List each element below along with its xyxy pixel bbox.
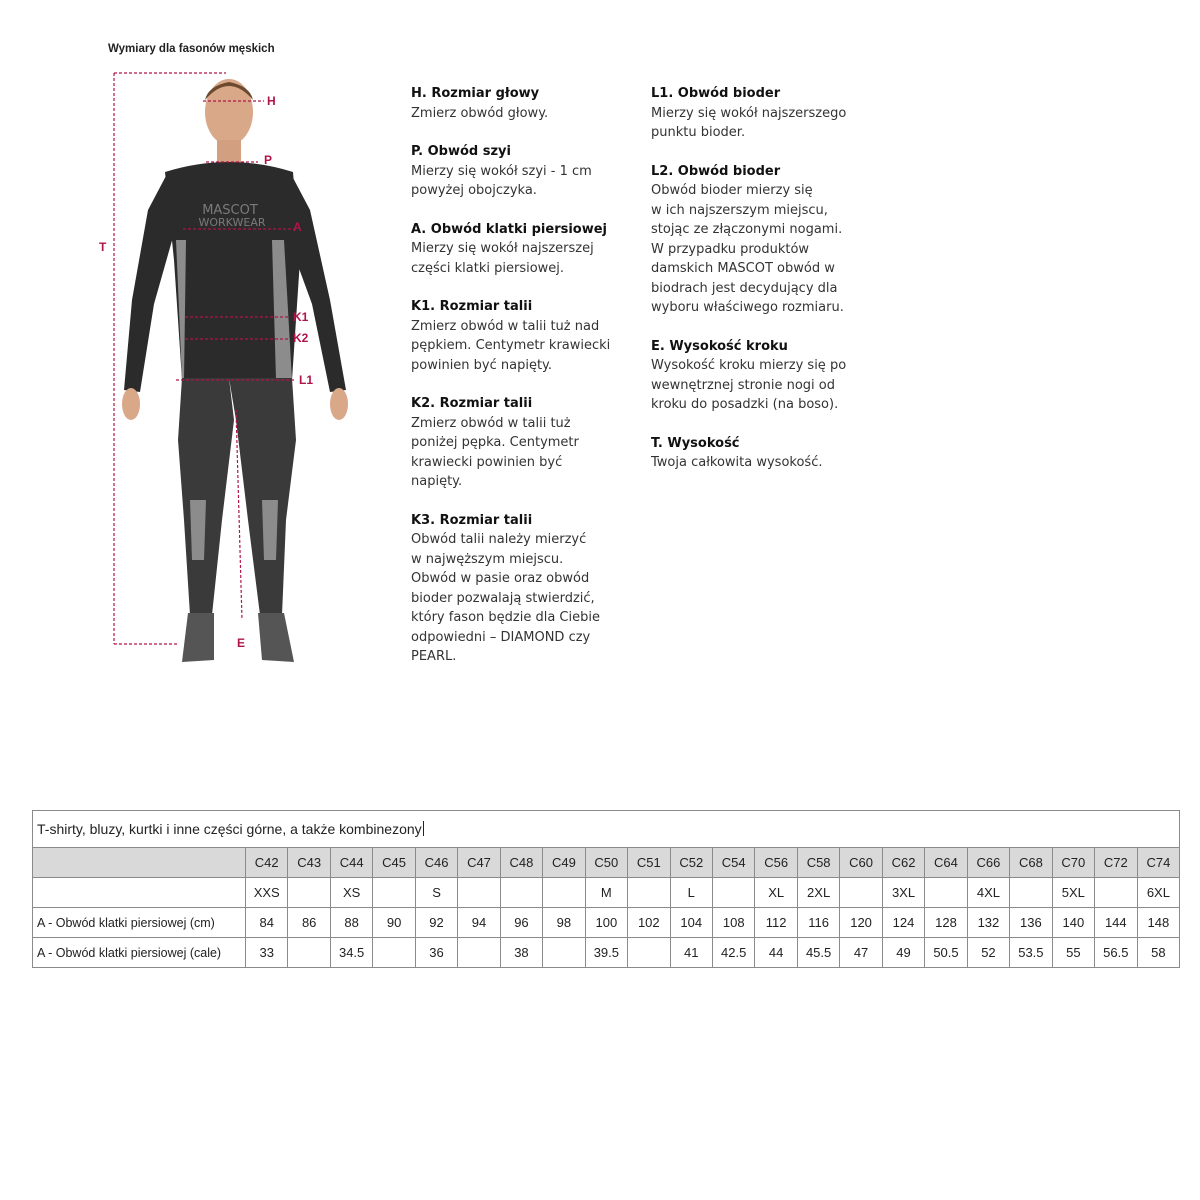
- size-code-cell: C46: [415, 848, 457, 878]
- value-cell: 124: [882, 908, 924, 938]
- value-cell: 96: [500, 908, 542, 938]
- measurement-description: Mierzy się wokół szyi - 1 cm powyżej obojczyka.: [411, 163, 592, 198]
- size-code-cell: C60: [840, 848, 882, 878]
- value-cell: 136: [1010, 908, 1052, 938]
- measurement-description: Obwód talii należy mierzyć w najwęższym miejscu. Obwód w pasie oraz obwód bioder pozwalają stwierdzić, który fason będzie dla Ciebie odpowiedni – DIAMOND czy PEARL.: [411, 532, 600, 664]
- letter-size-cell: [1010, 878, 1052, 908]
- measurement-entry: [651, 434, 871, 473]
- measurement-entry: [411, 394, 621, 492]
- value-cell: 90: [373, 908, 415, 938]
- size-code-cell: C68: [1010, 848, 1052, 878]
- value-cell: 36: [415, 938, 457, 968]
- measurement-description: Zmierz obwód w talii tuż nad pępkiem. Centymetr krawiecki powinien być napięty.: [411, 318, 611, 373]
- letter-size-cell: L: [670, 878, 712, 908]
- letter-size-cell: XS: [330, 878, 372, 908]
- measurement-title: K2. Rozmiar talii: [411, 396, 533, 411]
- size-code-cell: C43: [288, 848, 330, 878]
- size-code-row: [33, 848, 1180, 878]
- letter-size-cell: XL: [755, 878, 797, 908]
- size-table-title-row: [33, 811, 1180, 848]
- size-code-cell: C72: [1095, 848, 1137, 878]
- size-code-cell: C54: [712, 848, 754, 878]
- value-cell: 102: [628, 908, 670, 938]
- measurement-title: T. Wysokość: [651, 435, 740, 451]
- value-cell: 33: [246, 938, 288, 968]
- value-cell: 86: [288, 908, 330, 938]
- measurement-description: Obwód bioder mierzy się w ich najszerszym miejscu, stojąc ze złączonymi nogami. W przypadku produktów damskich MASCOT obwód w biodrach jest decydujący dla wyboru właściwego rozmiaru.: [651, 183, 844, 315]
- value-cell: 56.5: [1095, 938, 1137, 968]
- letter-size-cell: [458, 878, 500, 908]
- value-cell: 55: [1052, 938, 1094, 968]
- measurement-description: Mierzy się wokół najszerszego punktu bioder.: [651, 105, 847, 140]
- measurement-entry: [651, 84, 871, 143]
- letter-size-cell: [628, 878, 670, 908]
- arm-left: [124, 174, 175, 392]
- measurement-entry: [411, 297, 621, 375]
- size-code-cell: C45: [373, 848, 415, 878]
- measurement-entry: [651, 162, 871, 318]
- letter-size-row: [33, 878, 1180, 908]
- value-cell: 108: [712, 908, 754, 938]
- value-cell: 100: [585, 908, 627, 938]
- page-heading: Wymiary dla fasonów męskich: [108, 43, 275, 55]
- size-code-cell: C49: [543, 848, 585, 878]
- value-cell: 148: [1137, 908, 1180, 938]
- label-a: A: [293, 220, 302, 234]
- label-k1: K1: [293, 310, 309, 324]
- knee-panel-right: [262, 500, 278, 560]
- value-cell: 92: [415, 908, 457, 938]
- value-cell: [543, 938, 585, 968]
- row-label: [33, 848, 246, 878]
- size-code-cell: C42: [246, 848, 288, 878]
- measurement-entry: [411, 220, 621, 279]
- value-cell: 116: [797, 908, 839, 938]
- foot-right: [258, 613, 294, 662]
- letter-size-cell: [543, 878, 585, 908]
- value-cell: [628, 938, 670, 968]
- shirt-logo-line2: WORKWEAR: [198, 216, 266, 229]
- measurement-title: K3. Rozmiar talii: [411, 512, 533, 528]
- value-cell: 84: [246, 908, 288, 938]
- measurement-row: [33, 908, 1180, 938]
- letter-size-cell: 3XL: [882, 878, 924, 908]
- value-cell: 98: [543, 908, 585, 938]
- value-cell: 58: [1137, 938, 1180, 968]
- value-cell: 120: [840, 908, 882, 938]
- value-cell: 144: [1095, 908, 1137, 938]
- value-cell: [373, 938, 415, 968]
- letter-size-cell: [1095, 878, 1137, 908]
- letter-size-cell: S: [415, 878, 457, 908]
- label-h: H: [267, 94, 276, 108]
- letter-size-cell: [712, 878, 754, 908]
- size-code-cell: C62: [882, 848, 924, 878]
- letter-size-cell: XXS: [246, 878, 288, 908]
- value-cell: 94: [458, 908, 500, 938]
- letter-size-cell: 2XL: [797, 878, 839, 908]
- value-cell: 128: [925, 908, 967, 938]
- size-table-title: T-shirty, bluzy, kurtki i inne części górne, a także kombinezony: [33, 811, 1180, 848]
- measurement-title: E. Wysokość kroku: [651, 338, 788, 354]
- letter-size-cell: 5XL: [1052, 878, 1094, 908]
- measurement-column-2: [651, 84, 871, 492]
- row-label: A - Obwód klatki piersiowej (cm): [33, 908, 246, 938]
- size-code-cell: C70: [1052, 848, 1094, 878]
- value-cell: 41: [670, 938, 712, 968]
- hand-right: [330, 388, 348, 420]
- foot-left: [182, 613, 214, 662]
- value-cell: [458, 938, 500, 968]
- measurement-description: Wysokość kroku mierzy się po wewnętrznej stronie nogi od kroku do posadzki (na boso).: [651, 358, 847, 412]
- value-cell: 52: [967, 938, 1009, 968]
- value-cell: [288, 938, 330, 968]
- size-code-cell: C58: [797, 848, 839, 878]
- label-l1: L1: [299, 373, 314, 387]
- measurement-row: [33, 938, 1180, 968]
- leg-left: [178, 378, 234, 615]
- value-cell: 53.5: [1010, 938, 1052, 968]
- row-label: A - Obwód klatki piersiowej (cale): [33, 938, 246, 968]
- letter-size-cell: 6XL: [1137, 878, 1180, 908]
- size-code-cell: C74: [1137, 848, 1180, 878]
- label-k2: K2: [293, 331, 309, 345]
- measurement-figure: [0, 60, 400, 680]
- value-cell: 49: [882, 938, 924, 968]
- size-table: [32, 810, 1180, 968]
- measurement-column-1: [411, 84, 621, 686]
- value-cell: 44: [755, 938, 797, 968]
- measurement-title: L2. Obwód bioder: [651, 163, 781, 179]
- measurement-title: P. Obwód szyi: [411, 144, 511, 159]
- size-code-cell: C66: [967, 848, 1009, 878]
- letter-size-cell: [925, 878, 967, 908]
- value-cell: 50.5: [925, 938, 967, 968]
- size-code-cell: C56: [755, 848, 797, 878]
- value-cell: 34.5: [330, 938, 372, 968]
- measurement-title: L1. Obwód bioder: [651, 86, 781, 101]
- measurement-description: Mierzy się wokół najszerszej części klatki piersiowej.: [411, 241, 594, 276]
- measurement-title: H. Rozmiar głowy: [411, 86, 540, 101]
- letter-size-cell: 4XL: [967, 878, 1009, 908]
- value-cell: 140: [1052, 908, 1094, 938]
- size-code-cell: C47: [458, 848, 500, 878]
- letter-size-cell: M: [585, 878, 627, 908]
- letter-size-cell: [373, 878, 415, 908]
- measurement-entry: [411, 84, 621, 123]
- value-cell: 104: [670, 908, 712, 938]
- value-cell: 42.5: [712, 938, 754, 968]
- hand-left: [122, 388, 140, 420]
- value-cell: 39.5: [585, 938, 627, 968]
- neck-shape: [217, 140, 241, 164]
- size-code-cell: C64: [925, 848, 967, 878]
- letter-size-cell: [500, 878, 542, 908]
- value-cell: 38: [500, 938, 542, 968]
- label-t: T: [99, 240, 107, 254]
- label-e: E: [237, 636, 246, 650]
- value-cell: 88: [330, 908, 372, 938]
- size-code-cell: C50: [585, 848, 627, 878]
- row-label: [33, 878, 246, 908]
- measurement-entry: [411, 511, 621, 667]
- measurement-entry: [651, 337, 871, 415]
- text-cursor: [423, 821, 424, 836]
- value-cell: 47: [840, 938, 882, 968]
- size-code-cell: C44: [330, 848, 372, 878]
- shirt-logo-line1: MASCOT: [202, 203, 258, 218]
- value-cell: 45.5: [797, 938, 839, 968]
- label-p: P: [264, 153, 273, 167]
- measurement-description: Zmierz obwód głowy.: [411, 105, 549, 121]
- value-cell: 132: [967, 908, 1009, 938]
- size-code-cell: C52: [670, 848, 712, 878]
- measurement-description: Zmierz obwód w talii tuż poniżej pępka. Centymetr krawiecki powinien być napięty.: [411, 415, 579, 489]
- measurement-entry: [411, 142, 621, 201]
- letter-size-cell: [288, 878, 330, 908]
- value-cell: 112: [755, 908, 797, 938]
- size-code-cell: C48: [500, 848, 542, 878]
- measurement-title: A. Obwód klatki piersiowej: [411, 221, 608, 237]
- measurement-title: K1. Rozmiar talii: [411, 299, 533, 314]
- letter-size-cell: [840, 878, 882, 908]
- size-code-cell: C51: [628, 848, 670, 878]
- knee-panel-left: [190, 500, 206, 560]
- body-illustration: [0, 60, 400, 680]
- measurement-description: Twoja całkowita wysokość.: [651, 455, 823, 470]
